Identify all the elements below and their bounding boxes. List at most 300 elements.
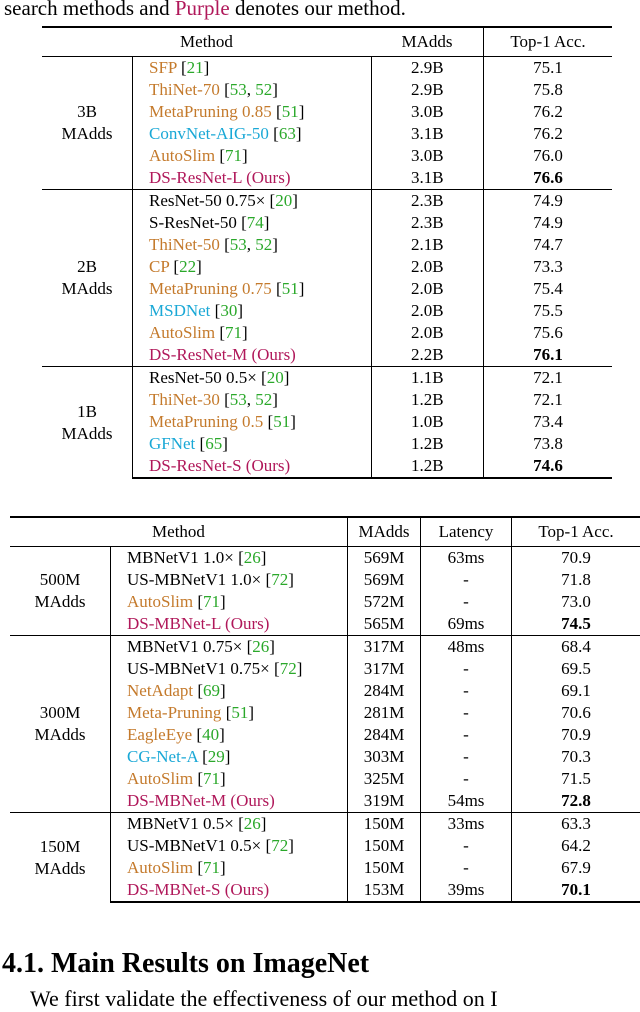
latency-cell: - xyxy=(421,724,512,746)
method-cell xyxy=(133,79,372,101)
citation-punct: [ xyxy=(266,836,272,855)
citation-number[interactable]: 72 xyxy=(280,659,297,678)
method-name: MetaPruning 0.75 xyxy=(149,279,272,298)
citation-number[interactable]: 72 xyxy=(271,836,288,855)
citation-punct: [ xyxy=(274,659,280,678)
latency-cell: 63ms xyxy=(421,547,512,570)
group-label-size: 500M xyxy=(10,569,110,591)
latency-cell: - xyxy=(421,768,512,790)
method-cell xyxy=(111,591,348,613)
citation-refs xyxy=(196,725,224,744)
citation-punct: , xyxy=(247,235,256,254)
latency-cell: - xyxy=(421,857,512,879)
citation-refs xyxy=(197,858,225,877)
method-cell xyxy=(133,101,372,123)
method-cell xyxy=(133,256,372,278)
citation-punct: ] xyxy=(288,836,294,855)
madds-cell: 569M xyxy=(348,547,421,570)
citation-refs xyxy=(215,301,243,320)
citation-punct: ] xyxy=(204,58,210,77)
method-cell xyxy=(111,813,348,836)
header-madds: MAdds xyxy=(348,517,421,547)
citation-punct: [ xyxy=(261,368,267,387)
citation-refs xyxy=(226,703,254,722)
table-caption xyxy=(4,0,640,22)
mobilenet-results-table xyxy=(10,516,640,903)
group-label-size: 300M xyxy=(10,702,110,724)
top1-acc-cell: 73.4 xyxy=(484,411,613,433)
citation-punct: ] xyxy=(284,368,290,387)
top1-acc-cell: 74.6 xyxy=(484,455,613,478)
top1-acc-cell: 75.6 xyxy=(484,322,613,344)
method-name: ThiNet-30 xyxy=(149,390,220,409)
latency-cell: - xyxy=(421,835,512,857)
citation-punct: ] xyxy=(220,858,226,877)
citation-punct: [ xyxy=(224,390,230,409)
top1-acc-cell: 74.9 xyxy=(484,190,613,213)
latency-cell: - xyxy=(421,746,512,768)
citation-number[interactable]: 65 xyxy=(205,434,222,453)
citation-punct: , xyxy=(247,80,256,99)
top1-acc-cell: 75.4 xyxy=(484,278,613,300)
citation-number[interactable]: 71 xyxy=(225,323,242,342)
header-method: Method xyxy=(10,517,348,547)
citation-punct: [ xyxy=(219,146,225,165)
method-name: Meta-Pruning xyxy=(127,703,221,722)
citation-number[interactable]: 20 xyxy=(267,368,284,387)
madds-cell: 325M xyxy=(348,768,421,790)
madds-cell: 2.9B xyxy=(371,79,484,101)
citation-number[interactable]: 52 xyxy=(255,390,272,409)
madds-cell: 2.2B xyxy=(371,344,484,367)
method-cell xyxy=(133,145,372,167)
citation-punct: [ xyxy=(266,570,272,589)
method-cell xyxy=(133,167,372,190)
latency-cell: - xyxy=(421,569,512,591)
madds-cell: 150M xyxy=(348,835,421,857)
latency-cell: 69ms xyxy=(421,613,512,636)
section-heading: 4.1. Main Results on ImageNet xyxy=(2,948,369,980)
madds-cell: 2.0B xyxy=(371,322,484,344)
table-row xyxy=(42,57,612,80)
citation-punct: [ xyxy=(226,703,232,722)
citation-number[interactable]: 53 xyxy=(230,235,247,254)
citation-refs xyxy=(173,257,201,276)
citation-punct: [ xyxy=(247,637,253,656)
citation-refs xyxy=(273,124,301,143)
method-cell xyxy=(111,636,348,659)
citation-number[interactable]: 51 xyxy=(282,279,299,298)
method-name: ResNet-50 0.5× xyxy=(149,368,257,387)
latency-cell: - xyxy=(421,702,512,724)
method-name: MSDNet xyxy=(149,301,210,320)
method-name: MBNetV1 0.5× xyxy=(127,814,234,833)
madds-cell: 572M xyxy=(348,591,421,613)
citation-punct: ] xyxy=(242,146,248,165)
citation-refs xyxy=(224,80,278,99)
method-name: MetaPruning 0.5 xyxy=(149,412,263,431)
citation-number[interactable]: 52 xyxy=(255,80,272,99)
citation-refs xyxy=(238,548,266,567)
method-cell xyxy=(111,658,348,680)
method-cell xyxy=(111,547,348,570)
group-label xyxy=(10,636,111,813)
top1-acc-cell: 70.9 xyxy=(512,724,640,746)
method-name: NetAdapt xyxy=(127,681,193,700)
citation-refs xyxy=(247,637,275,656)
group-label xyxy=(42,190,133,367)
top1-acc-cell: 76.2 xyxy=(484,101,613,123)
method-cell xyxy=(133,300,372,322)
group-label-size: 3B xyxy=(42,101,132,123)
madds-cell: 1.1B xyxy=(371,367,484,390)
method-cell xyxy=(111,724,348,746)
top1-acc-cell: 71.5 xyxy=(512,768,640,790)
method-name: AutoSlim xyxy=(149,323,215,342)
madds-cell: 1.0B xyxy=(371,411,484,433)
top1-acc-cell: 70.3 xyxy=(512,746,640,768)
citation-punct: ] xyxy=(248,703,254,722)
method-cell xyxy=(133,322,372,344)
citation-punct: [ xyxy=(219,323,225,342)
resnet-results-table xyxy=(42,26,612,479)
top1-acc-cell: 71.8 xyxy=(512,569,640,591)
madds-cell: 1.2B xyxy=(371,389,484,411)
citation-number[interactable]: 26 xyxy=(244,548,261,567)
header-top1-acc: Top-1 Acc. xyxy=(484,27,613,57)
top1-acc-cell: 70.6 xyxy=(512,702,640,724)
citation-refs xyxy=(202,747,230,766)
madds-cell: 565M xyxy=(348,613,421,636)
group-label-unit: MAdds xyxy=(42,423,132,445)
citation-refs xyxy=(197,592,225,611)
top1-acc-cell: 74.9 xyxy=(484,212,613,234)
citation-number[interactable]: 29 xyxy=(208,747,225,766)
citation-punct: [ xyxy=(202,747,208,766)
citation-number[interactable]: 71 xyxy=(203,858,220,877)
top1-acc-cell: 68.4 xyxy=(512,636,640,659)
top1-acc-cell: 76.2 xyxy=(484,123,613,145)
citation-refs xyxy=(219,146,247,165)
citation-refs xyxy=(266,570,294,589)
citation-refs xyxy=(219,323,247,342)
group-label xyxy=(42,57,133,190)
latency-cell: 48ms xyxy=(421,636,512,659)
body-text-cut: We first validate the effectiveness of our method on I xyxy=(30,986,498,1012)
method-name: US-MBNetV1 1.0× xyxy=(127,570,261,589)
citation-punct: [ xyxy=(276,102,282,121)
citation-refs xyxy=(270,191,298,210)
method-name: MBNetV1 1.0× xyxy=(127,548,234,567)
citation-refs xyxy=(261,368,289,387)
top1-acc-cell: 76.0 xyxy=(484,145,613,167)
method-name: MetaPruning 0.85 xyxy=(149,102,272,121)
latency-cell: 54ms xyxy=(421,790,512,813)
citation-punct: [ xyxy=(224,235,230,254)
caption-suffix: denotes our method. xyxy=(230,0,406,20)
top1-acc-cell: 75.1 xyxy=(484,57,613,80)
citation-punct: [ xyxy=(268,412,274,431)
citation-number[interactable]: 71 xyxy=(203,769,220,788)
method-cell xyxy=(133,123,372,145)
header-method: Method xyxy=(42,27,371,57)
citation-punct: ] xyxy=(220,769,226,788)
caption-prefix: search methods and xyxy=(4,0,175,20)
madds-cell: 1.2B xyxy=(371,455,484,478)
group-label xyxy=(10,813,111,903)
group-label-unit: MAdds xyxy=(10,591,110,613)
latency-cell: 39ms xyxy=(421,879,512,902)
group-label-unit: MAdds xyxy=(42,123,132,145)
method-name: AutoSlim xyxy=(127,769,193,788)
method-cell xyxy=(111,879,348,902)
madds-cell: 1.2B xyxy=(371,433,484,455)
top1-acc-cell: 75.8 xyxy=(484,79,613,101)
method-name: AutoSlim xyxy=(149,146,215,165)
citation-number[interactable]: 26 xyxy=(252,637,269,656)
citation-number[interactable]: 22 xyxy=(179,257,196,276)
citation-punct: ] xyxy=(299,102,305,121)
method-cell xyxy=(111,746,348,768)
method-cell xyxy=(111,857,348,879)
citation-punct: [ xyxy=(173,257,179,276)
citation-punct: [ xyxy=(197,769,203,788)
citation-punct: ] xyxy=(272,235,278,254)
group-label-size: 1B xyxy=(42,401,132,423)
method-name: DS-MBNet-M (Ours) xyxy=(127,791,275,810)
top1-acc-cell: 69.1 xyxy=(512,680,640,702)
method-cell xyxy=(111,790,348,813)
method-cell xyxy=(133,234,372,256)
citation-punct: [ xyxy=(215,301,221,320)
citation-number[interactable]: 21 xyxy=(187,58,204,77)
madds-cell: 3.0B xyxy=(371,145,484,167)
citation-number[interactable]: 51 xyxy=(282,102,299,121)
citation-refs xyxy=(181,58,209,77)
method-name: ResNet-50 0.75× xyxy=(149,191,265,210)
method-name: GFNet xyxy=(149,434,195,453)
citation-punct: ] xyxy=(237,301,243,320)
method-name: ThiNet-50 xyxy=(149,235,220,254)
top1-acc-cell: 63.3 xyxy=(512,813,640,836)
header-top1-acc: Top-1 Acc. xyxy=(512,517,640,547)
citation-number[interactable]: 71 xyxy=(203,592,220,611)
top1-acc-cell: 72.1 xyxy=(484,367,613,390)
madds-cell: 3.1B xyxy=(371,167,484,190)
method-cell xyxy=(133,278,372,300)
citation-punct: ] xyxy=(269,637,275,656)
method-cell xyxy=(133,389,372,411)
citation-refs xyxy=(197,769,225,788)
top1-acc-cell: 69.5 xyxy=(512,658,640,680)
madds-cell: 2.0B xyxy=(371,256,484,278)
method-cell xyxy=(133,57,372,80)
table-row xyxy=(42,190,612,213)
citation-punct: [ xyxy=(276,279,282,298)
citation-punct: ] xyxy=(242,323,248,342)
citation-punct: ] xyxy=(196,257,202,276)
method-cell xyxy=(111,613,348,636)
madds-cell: 317M xyxy=(348,636,421,659)
citation-refs xyxy=(224,235,278,254)
citation-punct: ] xyxy=(220,592,226,611)
citation-punct: [ xyxy=(224,80,230,99)
top1-acc-cell: 73.0 xyxy=(512,591,640,613)
citation-punct: ] xyxy=(222,434,228,453)
citation-punct: [ xyxy=(200,434,206,453)
citation-punct: ] xyxy=(264,213,270,232)
group-label-unit: MAdds xyxy=(10,724,110,746)
madds-cell: 284M xyxy=(348,680,421,702)
madds-cell: 2.3B xyxy=(371,190,484,213)
citation-refs xyxy=(197,681,225,700)
citation-number[interactable]: 71 xyxy=(225,146,242,165)
group-label-size: 150M xyxy=(10,836,110,858)
method-cell xyxy=(133,367,372,390)
madds-cell: 284M xyxy=(348,724,421,746)
method-cell xyxy=(133,344,372,367)
citation-number[interactable]: 69 xyxy=(203,681,220,700)
citation-refs xyxy=(224,390,278,409)
method-name: EagleEye xyxy=(127,725,192,744)
mobilenet-table-body xyxy=(10,547,640,903)
method-cell xyxy=(111,835,348,857)
table-row xyxy=(42,367,612,390)
madds-cell: 3.0B xyxy=(371,101,484,123)
citation-number[interactable]: 74 xyxy=(247,213,264,232)
citation-number[interactable]: 51 xyxy=(273,412,290,431)
top1-acc-cell: 74.5 xyxy=(512,613,640,636)
citation-number[interactable]: 52 xyxy=(255,235,272,254)
citation-punct: [ xyxy=(238,548,244,567)
citation-punct: [ xyxy=(196,725,202,744)
citation-punct: ] xyxy=(220,681,226,700)
method-cell xyxy=(111,569,348,591)
madds-cell: 150M xyxy=(348,857,421,879)
madds-cell: 303M xyxy=(348,746,421,768)
citation-number[interactable]: 63 xyxy=(279,124,296,143)
citation-refs xyxy=(241,213,269,232)
citation-punct: ] xyxy=(272,390,278,409)
citation-punct: ] xyxy=(299,279,305,298)
group-label-unit: MAdds xyxy=(42,278,132,300)
group-label xyxy=(10,547,111,636)
method-cell xyxy=(133,433,372,455)
group-label-size: 2B xyxy=(42,256,132,278)
citation-refs xyxy=(276,279,304,298)
method-name: DS-ResNet-S (Ours) xyxy=(149,456,290,475)
citation-punct: , xyxy=(247,390,256,409)
resnet-table-body xyxy=(42,57,612,479)
citation-number[interactable]: 53 xyxy=(230,390,247,409)
table-row xyxy=(10,813,640,836)
madds-cell: 2.0B xyxy=(371,278,484,300)
method-name: US-MBNetV1 0.75× xyxy=(127,659,270,678)
top1-acc-cell: 76.1 xyxy=(484,344,613,367)
citation-punct: ] xyxy=(297,659,303,678)
method-cell xyxy=(111,680,348,702)
method-name: ThiNet-70 xyxy=(149,80,220,99)
method-name: DS-MBNet-S (Ours) xyxy=(127,880,269,899)
method-name: DS-ResNet-L (Ours) xyxy=(149,168,290,187)
citation-punct: [ xyxy=(238,814,244,833)
method-name: ConvNet-AIG-50 xyxy=(149,124,269,143)
citation-punct: ] xyxy=(261,814,267,833)
citation-number[interactable]: 20 xyxy=(275,191,292,210)
header-madds: MAdds xyxy=(371,27,484,57)
method-cell xyxy=(133,190,372,213)
method-cell xyxy=(133,411,372,433)
method-cell xyxy=(133,455,372,478)
top1-acc-cell: 64.2 xyxy=(512,835,640,857)
citation-refs xyxy=(276,102,304,121)
citation-number[interactable]: 26 xyxy=(244,814,261,833)
top1-acc-cell: 73.8 xyxy=(484,433,613,455)
table-row xyxy=(10,636,640,659)
citation-punct: [ xyxy=(273,124,279,143)
method-cell xyxy=(111,768,348,790)
citation-punct: [ xyxy=(197,592,203,611)
top1-acc-cell: 67.9 xyxy=(512,857,640,879)
citation-punct: ] xyxy=(288,570,294,589)
latency-cell: - xyxy=(421,680,512,702)
citation-number[interactable]: 30 xyxy=(220,301,237,320)
madds-cell: 153M xyxy=(348,879,421,902)
top1-acc-cell: 72.8 xyxy=(512,790,640,813)
top1-acc-cell: 76.6 xyxy=(484,167,613,190)
top1-acc-cell: 70.9 xyxy=(512,547,640,570)
citation-number[interactable]: 53 xyxy=(230,80,247,99)
method-cell xyxy=(133,212,372,234)
madds-cell: 569M xyxy=(348,569,421,591)
madds-cell: 2.1B xyxy=(371,234,484,256)
latency-cell: - xyxy=(421,591,512,613)
latency-cell: - xyxy=(421,658,512,680)
method-name: S-ResNet-50 xyxy=(149,213,237,232)
method-name: CP xyxy=(149,257,169,276)
method-name: AutoSlim xyxy=(127,858,193,877)
citation-refs xyxy=(274,659,302,678)
madds-cell: 281M xyxy=(348,702,421,724)
method-cell xyxy=(111,702,348,724)
citation-punct: [ xyxy=(270,191,276,210)
citation-number[interactable]: 51 xyxy=(231,703,248,722)
method-name: SFP xyxy=(149,58,177,77)
citation-punct: ] xyxy=(219,725,225,744)
citation-punct: ] xyxy=(292,191,298,210)
citation-punct: [ xyxy=(197,858,203,877)
citation-refs xyxy=(268,412,296,431)
madds-cell: 2.9B xyxy=(371,57,484,80)
caption-highlight: Purple xyxy=(175,0,230,20)
madds-cell: 3.1B xyxy=(371,123,484,145)
citation-refs xyxy=(266,836,294,855)
method-name: US-MBNetV1 0.5× xyxy=(127,836,261,855)
top1-acc-cell: 75.5 xyxy=(484,300,613,322)
citation-punct: ] xyxy=(272,80,278,99)
citation-punct: [ xyxy=(241,213,247,232)
citation-number[interactable]: 72 xyxy=(271,570,288,589)
madds-cell: 2.3B xyxy=(371,212,484,234)
citation-punct: [ xyxy=(197,681,203,700)
citation-number[interactable]: 40 xyxy=(202,725,219,744)
citation-punct: [ xyxy=(181,58,187,77)
method-name: DS-MBNet-L (Ours) xyxy=(127,614,269,633)
citation-punct: ] xyxy=(290,412,296,431)
citation-refs xyxy=(200,434,228,453)
citation-punct: ] xyxy=(261,548,267,567)
method-name: MBNetV1 0.75× xyxy=(127,637,242,656)
